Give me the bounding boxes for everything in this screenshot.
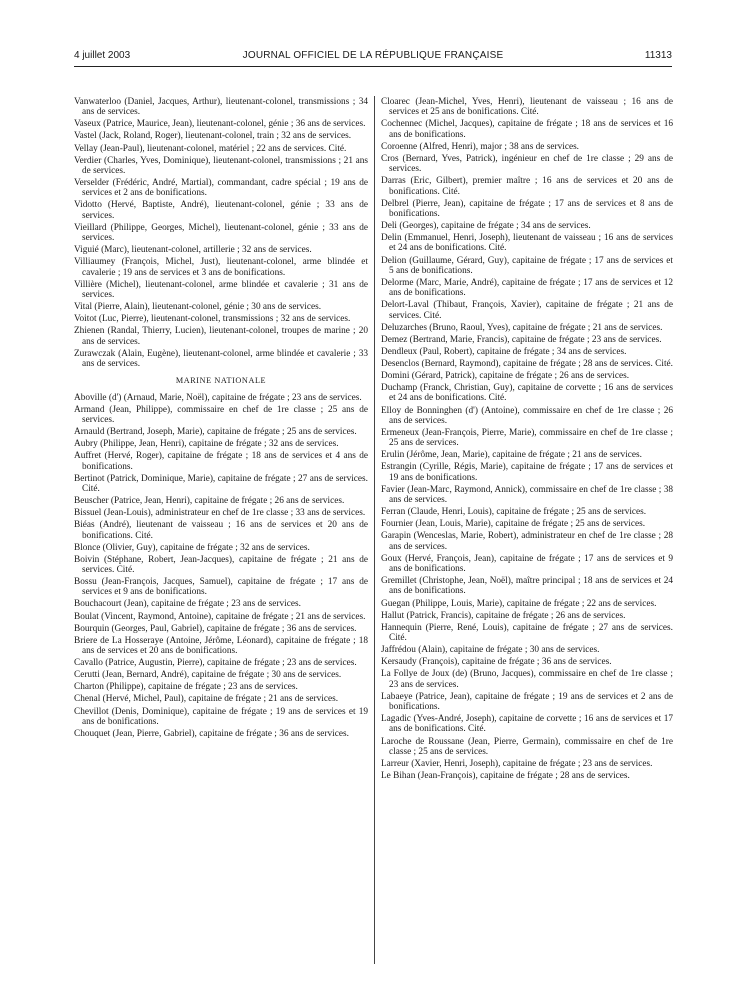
list-entry: Vanwaterloo (Daniel, Jacques, Arthur), lieutenant-colonel, transmissions ; 34 ans de services. bbox=[74, 97, 368, 118]
army-list bbox=[74, 97, 368, 369]
list-entry: Deli (Georges), capitaine de frégate ; 34 ans de services. bbox=[381, 221, 591, 232]
list-entry: Deluzarches (Bruno, Raoul, Yves), capitaine de frégate ; 21 ans de services. bbox=[381, 322, 663, 333]
list-entry: Verselder (Frédéric, André, Martial), commandant, cadre spécial ; 19 ans de services et 2 ans de bonifications. bbox=[74, 178, 368, 199]
list-entry: Charton (Philippe), capitaine de frégate ; 23 ans de services. bbox=[74, 682, 298, 693]
list-entry: Vieillard (Philippe, Georges, Michel), lieutenant-colonel, génie ; 33 ans de services. bbox=[74, 222, 368, 244]
list-entry: Bouchacourt (Jean), capitaine de frégate ; 23 ans de services. bbox=[74, 599, 301, 610]
list-entry: Estrangin (Cyrille, Régis, Marie), capitaine de frégate ; 17 ans de services et 19 ans de bonifications. bbox=[381, 462, 673, 483]
list-entry: Guegan (Philippe, Louis, Marie), capitaine de frégate ; 22 ans de services. bbox=[381, 598, 657, 609]
list-entry: Cavallo (Patrice, Augustin, Pierre), capitaine de frégate ; 23 ans de services. bbox=[74, 658, 357, 669]
section-title-marine: MARINE NATIONALE bbox=[175, 376, 267, 386]
list-entry: Domini (Gérard, Patrick), capitaine de frégate ; 26 ans de services. bbox=[381, 371, 630, 382]
header-date: 4 juillet 2003 bbox=[74, 50, 131, 61]
list-entry: Gremillet (Christophe, Jean, Noël), maître principal ; 18 ans de services et 24 ans de bonifications. bbox=[381, 576, 673, 597]
list-entry: Blonce (Olivier, Guy), capitaine de frégate ; 32 ans de services. bbox=[74, 542, 310, 553]
list-entry: Le Bihan (Jean-François), capitaine de frégate ; 28 ans de services. bbox=[381, 771, 630, 781]
list-entry: Ermeneux (Jean-François, Pierre, Marie), commissaire en chef de 1re classe ; 25 ans de services. bbox=[381, 427, 673, 449]
list-entry: Boivin (Stéphane, Robert, Jean-Jacques), capitaine de frégate ; 21 ans de services. Cité. bbox=[74, 554, 368, 575]
list-entry: Arnauld (Bertrand, Joseph, Marie), capitaine de frégate ; 25 ans de services. bbox=[74, 427, 357, 438]
list-entry: Boulat (Vincent, Raymond, Antoine), capitaine de frégate ; 21 ans de services. bbox=[74, 611, 366, 622]
list-entry: Ferran (Claude, Henri, Louis), capitaine de frégate ; 25 ans de services. bbox=[381, 507, 647, 518]
list-entry: Vaseux (Patrice, Maurice, Jean), lieutenant-colonel, génie ; 36 ans de services. bbox=[74, 119, 366, 130]
header-rule bbox=[74, 66, 672, 67]
list-entry: Voitot (Luc, Pierre), lieutenant-colonel, transmissions ; 32 ans de services. bbox=[74, 314, 351, 325]
list-entry: Auffret (Hervé, Roger), capitaine de frégate ; 18 ans de services et 4 ans de bonifications. bbox=[74, 451, 368, 472]
list-entry: Elloy de Bonninghen (d') (Antoine), commissaire en chef de 1re classe ; 26 ans de services. bbox=[381, 405, 673, 426]
list-entry: Chenal (Hervé, Michel, Paul), capitaine de frégate ; 21 ans de services. bbox=[74, 694, 339, 705]
list-entry: Favier (Jean-Marc, Raymond, Annick), commissaire en chef de 1re classe ; 38 ans de services. bbox=[381, 484, 673, 506]
list-entry: Demez (Bertrand, Marie, Francis), capitaine de frégate ; 23 ans de services. bbox=[381, 334, 662, 345]
list-entry: Vastel (Jack, Roland, Roger), lieutenant-colonel, train ; 32 ans de services. bbox=[74, 131, 352, 142]
list-entry: Laroche de Roussane (Jean, Pierre, Germain), commissaire en chef de 1re classe ; 25 ans de services. bbox=[381, 736, 673, 757]
header-page-number: 11313 bbox=[644, 50, 672, 61]
left-column bbox=[74, 97, 368, 741]
list-entry: Delbrel (Pierre, Jean), capitaine de frégate ; 17 ans de services et 8 ans de bonifications. bbox=[381, 198, 673, 219]
list-entry: Villiaumey (François, Michel, Just), lieutenant-colonel, arme blindée et cavalerie ; 19 ans de services et 3 ans de bonifications. bbox=[74, 257, 368, 278]
list-entry: Goux (Hervé, François, Jean), capitaine de frégate ; 17 ans de services et 9 ans de bonifications. bbox=[381, 553, 673, 575]
list-entry: Labaeye (Patrice, Jean), capitaine de frégate ; 19 ans de services et 2 ans de bonifications. bbox=[381, 691, 673, 713]
navy-list-part-2 bbox=[381, 97, 673, 781]
list-entry: Vidotto (Hervé, Baptiste, André), lieutenant-colonel, génie ; 33 ans de services. bbox=[74, 200, 368, 221]
column-divider bbox=[374, 96, 375, 964]
list-entry: Cloarec (Jean-Michel, Yves, Henri), lieutenant de vaisseau ; 16 ans de services et 25 ans de bonifications. Cité. bbox=[381, 97, 673, 118]
list-entry: Aboville (d') (Arnaud, Marie, Noël), capitaine de frégate ; 23 ans de services. bbox=[74, 392, 362, 403]
list-entry: Viguié (Marc), lieutenant-colonel, artillerie ; 32 ans de services. bbox=[74, 245, 312, 256]
list-entry: Vital (Pierre, Alain), lieutenant-colonel, génie ; 30 ans de services. bbox=[74, 302, 322, 313]
list-entry: Coroenne (Alfred, Henri), major ; 38 ans de services. bbox=[381, 141, 580, 152]
list-entry: Lagadic (Yves-André, Joseph), capitaine de corvette ; 16 ans de services et 17 ans de bonifications. Cité. bbox=[381, 714, 673, 735]
list-entry: Zhienen (Randal, Thierry, Lucien), lieutenant-colonel, troupes de marine ; 20 ans de services. bbox=[74, 326, 368, 347]
list-entry: Duchamp (Franck, Christian, Guy), capitaine de corvette ; 16 ans de services et 24 ans de bonifications. Cité. bbox=[381, 383, 673, 404]
list-entry: Hallut (Patrick, Francis), capitaine de frégate ; 26 ans de services. bbox=[381, 610, 626, 621]
right-column bbox=[381, 97, 673, 783]
list-entry: Garapin (Wenceslas, Marie, Robert), administrateur en chef de 1re classe ; 28 ans de services. bbox=[381, 531, 673, 552]
list-entry: Delin (Emmanuel, Henri, Joseph), lieutenant de vaisseau ; 16 ans de services et 24 ans de bonifications. Cité. bbox=[381, 233, 673, 254]
list-entry: Erulin (Jérôme, Jean, Marie), capitaine de frégate ; 21 ans de services. bbox=[381, 450, 642, 461]
list-entry: Armand (Jean, Philippe), commissaire en chef de 1re classe ; 25 ans de services. bbox=[74, 404, 368, 425]
list-entry: Jaffrédou (Alain), capitaine de frégate ; 30 ans de services. bbox=[381, 645, 600, 656]
list-entry: Darras (Eric, Gilbert), premier maître ; 16 ans de services et 20 ans de bonifications. Cité. bbox=[381, 176, 673, 197]
list-entry: Desenclos (Bernard, Raymond), capitaine de frégate ; 28 ans de services. Cité. bbox=[381, 358, 673, 369]
list-entry: Villière (Michel), lieutenant-colonel, arme blindée et cavalerie ; 31 ans de services. bbox=[74, 279, 368, 301]
list-entry: Bossu (Jean-François, Jacques, Samuel), capitaine de frégate ; 17 ans de services et 9 ans de bonifications. bbox=[74, 577, 368, 598]
list-entry: Chevillot (Denis, Dominique), capitaine de frégate ; 19 ans de services et 19 ans de bonifications. bbox=[74, 706, 368, 727]
list-entry: Chouquet (Jean, Pierre, Gabriel), capitaine de frégate ; 36 ans de services. bbox=[74, 728, 349, 739]
navy-list-part-1 bbox=[74, 393, 368, 740]
list-entry: Vellay (Jean-Paul), lieutenant-colonel, matériel ; 22 ans de services. Cité. bbox=[74, 143, 347, 154]
page-header bbox=[74, 50, 672, 64]
list-entry: Hannequin (Pierre, René, Louis), capitaine de frégate ; 27 ans de services. Cité. bbox=[381, 622, 673, 644]
list-entry: Biéas (André), lieutenant de vaisseau ; 16 ans de services et 20 ans de bonifications. Cité. bbox=[74, 520, 368, 541]
list-entry: Aubry (Philippe, Jean, Henri), capitaine de frégate ; 32 ans de services. bbox=[74, 439, 339, 450]
header-title: JOURNAL OFFICIEL DE LA RÉPUBLIQUE FRANÇAISE bbox=[242, 50, 504, 61]
list-entry: Briere de La Hosseraye (Antoine, Jérôme, Léonard), capitaine de frégate ; 18 ans de services et 20 ans de bonifications. bbox=[74, 635, 368, 657]
list-entry: Beuscher (Patrice, Jean, Henri), capitaine de frégate ; 26 ans de services. bbox=[74, 496, 345, 507]
list-entry: Larreur (Xavier, Henri, Joseph), capitaine de frégate ; 23 ans de services. bbox=[381, 758, 653, 769]
list-entry: Delorme (Marc, Marie, André), capitaine de frégate ; 17 ans de services et 12 ans de bonifications. bbox=[381, 277, 673, 299]
list-entry: Cros (Bernard, Yves, Patrick), ingénieur en chef de 1re classe ; 29 ans de services. bbox=[381, 153, 673, 175]
list-entry: Fournier (Jean, Louis, Marie), capitaine de frégate ; 25 ans de services. bbox=[381, 519, 646, 530]
list-entry: Bissuel (Jean-Louis), administrateur en chef de 1re classe ; 33 ans de services. bbox=[74, 508, 366, 519]
list-entry: Delort-Laval (Thibaut, François, Xavier), capitaine de frégate ; 21 ans de services. Cité. bbox=[381, 300, 673, 321]
list-entry: Bertinot (Patrick, Dominique, Marie), capitaine de frégate ; 27 ans de services. Cité. bbox=[74, 473, 368, 494]
list-entry: La Follye de Joux (de) (Bruno, Jacques), commissaire en chef de 1re classe ; 23 ans de services. bbox=[381, 669, 673, 690]
list-entry: Zurawczak (Alain, Eugène), lieutenant-colonel, arme blindée et cavalerie ; 33 ans de services. bbox=[74, 348, 368, 369]
list-entry: Cochennec (Michel, Jacques), capitaine de frégate ; 18 ans de services et 16 ans de bonifications. bbox=[381, 119, 673, 140]
list-entry: Delion (Guillaume, Gérard, Guy), capitaine de frégate ; 17 ans de services et 5 ans de bonifications. bbox=[381, 255, 673, 276]
list-entry: Cerutti (Jean, Bernard, André), capitaine de frégate ; 30 ans de services. bbox=[74, 670, 342, 681]
list-entry: Dendleux (Paul, Robert), capitaine de frégate ; 34 ans de services. bbox=[381, 346, 627, 357]
list-entry: Verdier (Charles, Yves, Dominique), lieutenant-colonel, transmissions ; 21 ans de services. bbox=[74, 155, 368, 176]
list-entry: Bourquin (Georges, Paul, Gabriel), capitaine de frégate ; 36 ans de services. bbox=[74, 623, 357, 634]
list-entry: Kersaudy (François), capitaine de frégate ; 36 ans de services. bbox=[381, 657, 612, 668]
